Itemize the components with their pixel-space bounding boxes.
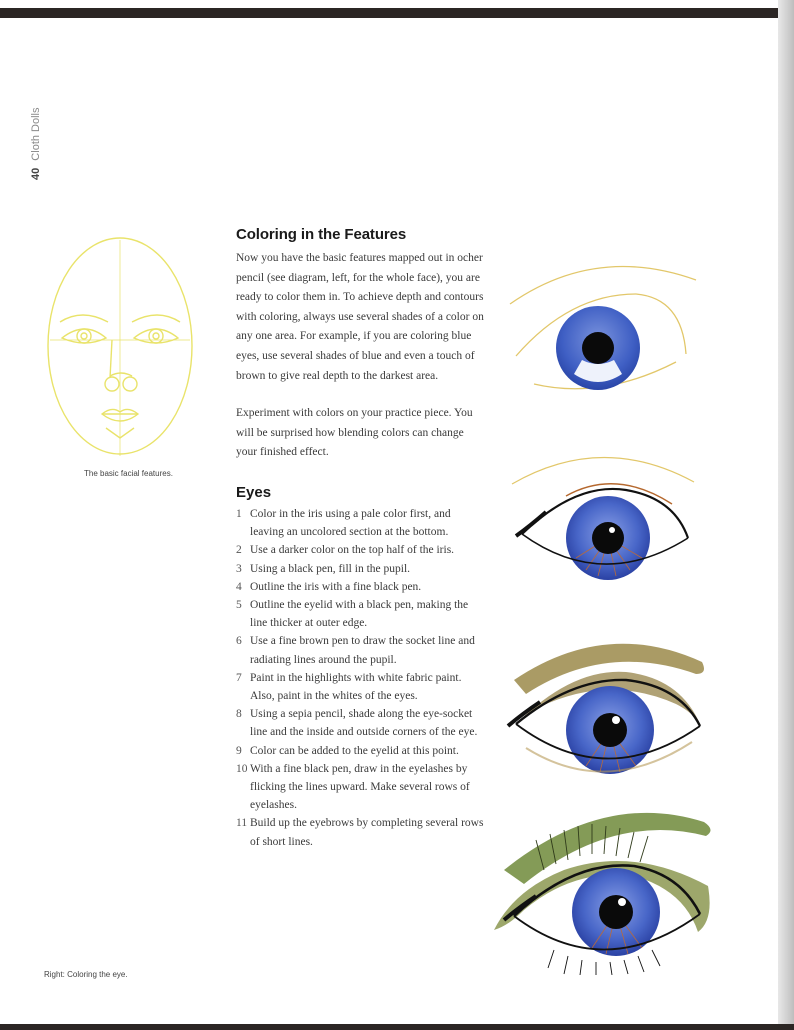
eye-caption: Right: Coloring the eye. xyxy=(44,970,128,979)
face-caption: The basic facial features. xyxy=(84,469,173,478)
main-text-column xyxy=(236,226,486,851)
eyes-heading: Eyes xyxy=(236,483,272,501)
header-rule xyxy=(0,8,780,18)
step-item: 8 Using a sepia pencil, shade along the eye-socket line and the inside and outside corners of the eye. xyxy=(236,708,478,739)
step-item: 3 Using a black pen, fill in the pupil. xyxy=(236,562,411,575)
eye-illustration-step-1 xyxy=(506,250,702,400)
step-item: 9 Color can be added to the eyelid at this point. xyxy=(236,744,459,757)
section-title: Coloring in the Features xyxy=(236,226,407,243)
eye-illustration-step-2 xyxy=(506,442,702,582)
footer-rule xyxy=(0,1024,794,1030)
eye-steps-list xyxy=(236,505,486,851)
page-number: 40 xyxy=(30,167,42,180)
step-item: 10 With a fine black pen, draw in the eyelashes by flicking the lines upward. Make several rows of eyelashes. xyxy=(236,762,470,812)
intro-paragraph: Now you have the basic features mapped out in ocher pencil (see diagram, left, for the whole face), you are ready to color them in. To achieve depth and contours with coloring, always use several shades of a color on any one area. For example, if you are coloring blue eyes, use several shades of blue and even a touch of brown to give real depth to the darkest area. xyxy=(236,252,484,382)
step-item: 7 Paint in the highlights with white fabric paint. Also, paint in the whites of the eyes. xyxy=(236,671,462,702)
step-item: 6 Use a fine brown pen to draw the socket line and radiating lines around the pupil. xyxy=(236,635,475,666)
page-gutter-edge xyxy=(778,0,794,1030)
experiment-paragraph: Experiment with colors on your practice piece. You will be surprised how blending colors can change your finished effect. xyxy=(236,407,473,459)
step-item: 1 Color in the iris using a pale color first, and leaving an uncolored section at the bottom. xyxy=(236,507,451,539)
running-head xyxy=(30,108,42,181)
step-item: 11 Build up the eyebrows by completing several rows of short lines. xyxy=(236,817,484,848)
step-item: 5 Outline the eyelid with a black pen, making the line thicker at outer edge. xyxy=(236,598,469,630)
eye-illustration-step-4 xyxy=(484,800,724,975)
step-item: 4 Outline the iris with a fine black pen. xyxy=(236,580,422,593)
eye-illustration-step-3 xyxy=(496,622,716,792)
step-item: 2 Use a darker color on the top half of the iris. xyxy=(236,544,455,557)
face-diagram xyxy=(40,228,200,464)
book-title: Cloth Dolls xyxy=(30,107,42,161)
